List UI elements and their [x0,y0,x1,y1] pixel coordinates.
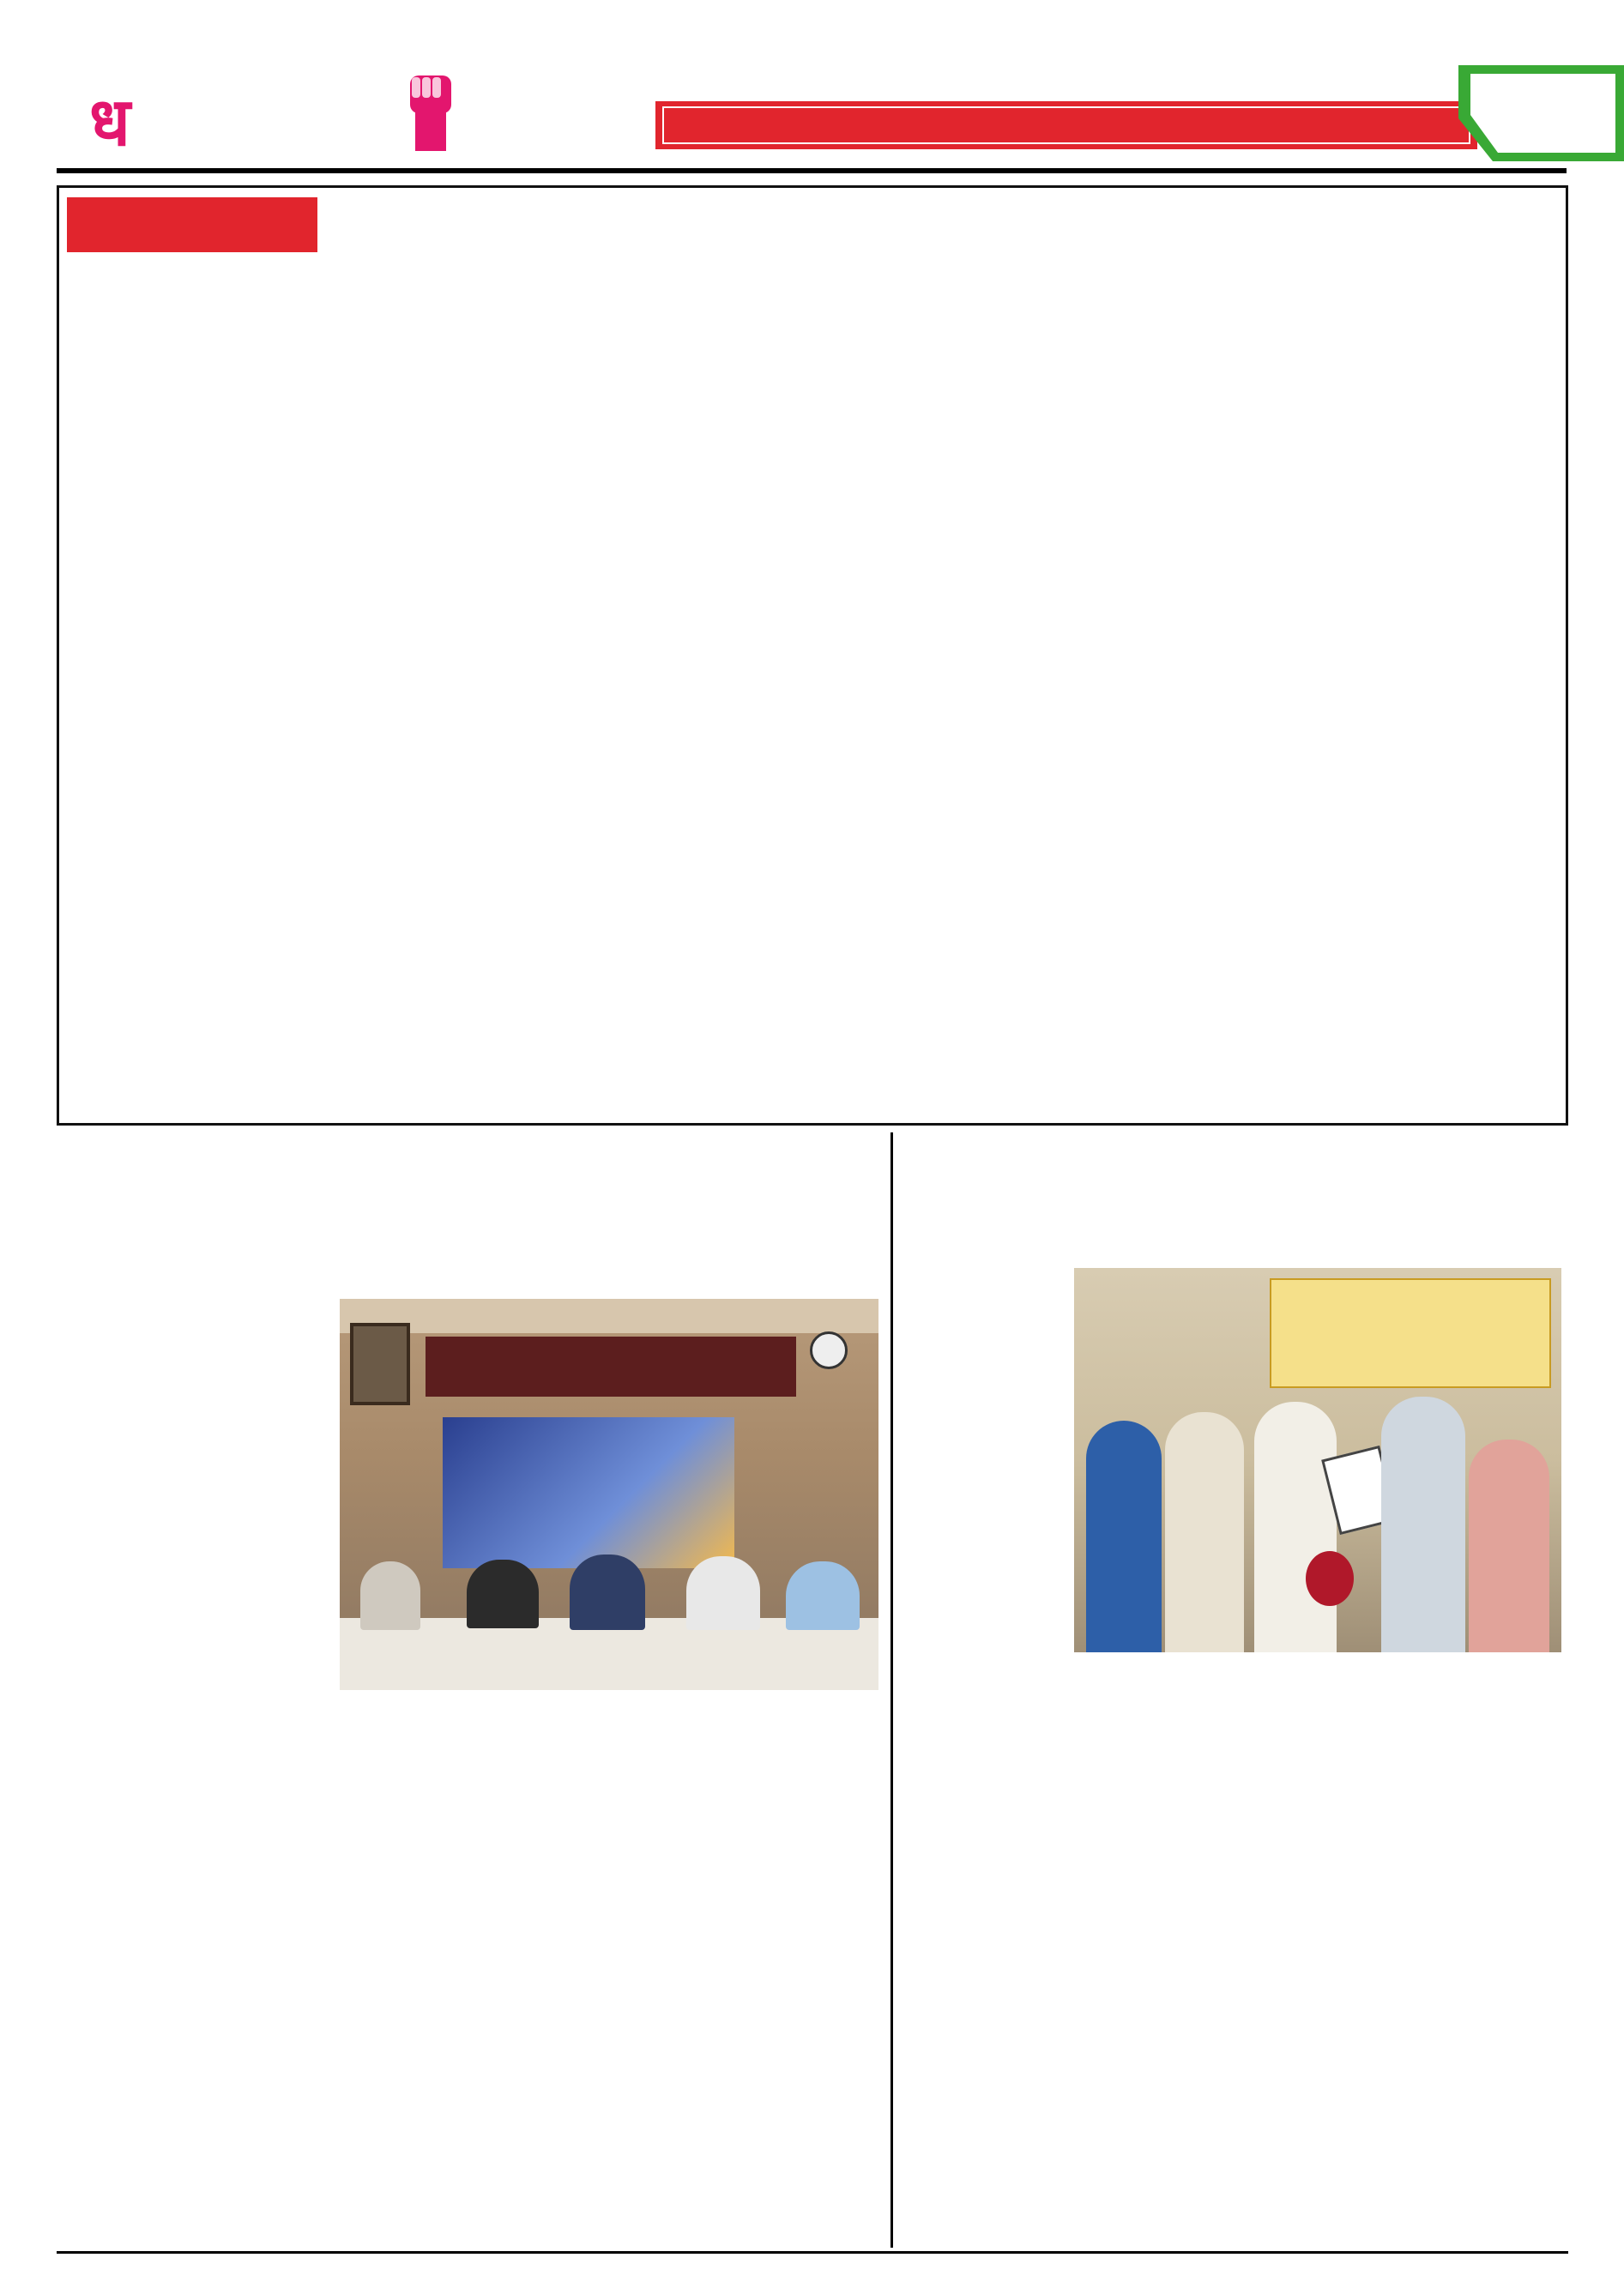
maval-intro [901,1268,1066,1474]
editorial-column-4 [1198,259,1556,1120]
person-1 [360,1561,420,1630]
award-banner [1270,1278,1551,1388]
editorial-column-3 [820,259,1180,1120]
clock-icon [810,1331,848,1369]
section-label [67,197,317,252]
person-4 [686,1556,760,1630]
photo-banner [426,1337,796,1397]
event-poster [443,1417,734,1568]
bhagwat-column-3 [614,1700,880,2249]
portrait-frame [350,1323,410,1405]
article-divider [890,1132,893,2248]
flower-bouquet [1306,1551,1354,1606]
masthead-rule [57,168,1567,173]
masthead-logo [89,69,587,161]
masthead [0,0,1624,172]
logo-dha-glyph: ध [89,84,130,161]
person-2 [467,1560,539,1628]
editorial-column-1 [67,259,426,1120]
award-person-4 [1381,1397,1465,1652]
airoli-top-rule [57,2251,1568,2254]
date-banner-inner [662,106,1470,144]
bhagwat-column-1 [65,1299,331,2243]
maval-column-right [1241,1657,1561,2249]
maval-column-left [901,1484,1230,2248]
editorial-column-2 [443,259,803,1120]
press-conference-photo [340,1299,878,1690]
person-3 [570,1555,645,1630]
award-person-5 [1469,1440,1549,1652]
raised-fist-icon [391,69,468,154]
person-5 [786,1561,860,1630]
photo-ceiling [340,1299,878,1333]
bhagwat-column-2 [340,1700,606,2249]
award-person-3 [1254,1402,1337,1652]
page-number-tab [1458,65,1624,161]
